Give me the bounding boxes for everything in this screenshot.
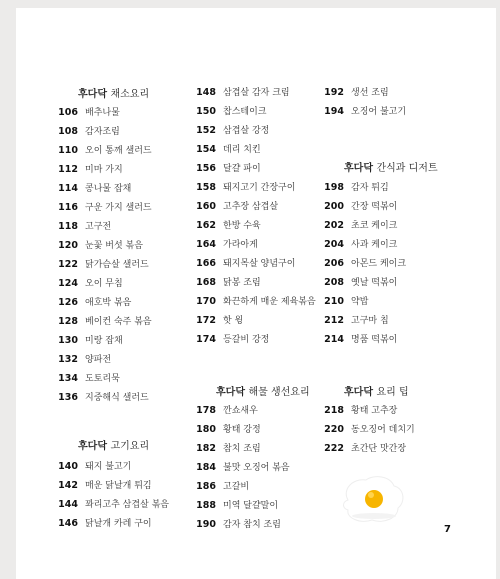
entry-title: 고구전 [85,222,112,232]
entry-title: 화끈하게 매운 제육볶음 [223,297,316,307]
toc-entry[interactable] [196,139,261,155]
entry-title: 달걀 파이 [223,164,261,174]
toc-entry[interactable] [324,177,389,193]
toc-entry[interactable] [324,329,397,345]
toc-entry[interactable] [196,457,290,473]
entry-page: 220 [324,424,344,435]
entry-title: 감자 튀김 [351,183,389,193]
entry-title: 미역 달걀말이 [223,501,279,511]
toc-entry[interactable] [196,215,261,231]
entry-page: 204 [324,239,344,250]
entry-page: 160 [196,201,216,212]
entry-page: 190 [196,519,216,530]
entry-title: 명품 떡볶이 [351,335,398,345]
toc-entry[interactable] [324,400,397,416]
toc-entry[interactable] [58,102,120,118]
entry-title: 참치 조림 [223,444,261,454]
toc-entry[interactable] [324,101,406,117]
entry-title: 닭봉 조림 [223,278,261,288]
entry-page: 210 [324,296,344,307]
entry-page: 128 [58,316,78,327]
toc-entry[interactable] [58,349,111,365]
toc-entry[interactable] [58,159,123,175]
entry-title: 생선 조림 [351,88,389,98]
entry-page: 156 [196,163,216,174]
entry-page: 188 [196,500,216,511]
toc-entry[interactable] [196,495,278,511]
entry-title: 도토리묵 [85,374,120,384]
entry-page: 132 [58,354,78,365]
entry-page: 158 [196,182,216,193]
section-title-name: 요리 팁 [376,387,409,398]
fried-egg-icon [340,474,406,524]
entry-title: 사과 케이크 [351,240,398,250]
entry-title: 오이 무침 [85,279,123,289]
toc-entry[interactable] [58,235,143,251]
toc-entry[interactable] [58,475,152,491]
page-number: 7 [444,524,451,535]
entry-title: 베이컨 숙주 볶음 [85,317,152,327]
entry-page: 206 [324,258,344,269]
entry-title: 눈꽃 버섯 볶음 [85,241,143,251]
entry-title: 닭가슴살 샐러드 [85,260,149,270]
entry-title: 돼지고기 간장구이 [223,183,296,193]
section-title-snacks [344,159,438,174]
entry-page: 166 [196,258,216,269]
entry-title: 닭날개 카레 구이 [85,519,152,529]
section-title-lead: 후다닥 [344,387,373,398]
entry-title: 삼겹살 감자 크림 [223,88,290,98]
toc-entry[interactable] [196,272,261,288]
entry-title: 한방 수육 [223,221,261,231]
entry-page: 150 [196,106,216,117]
entry-title: 감자 참치 조림 [223,520,281,530]
entry-title: 돼지목살 양념구이 [223,259,296,269]
entry-title: 오이 통깨 샐러드 [85,146,152,156]
toc-entry[interactable] [58,292,131,308]
entry-page: 148 [196,87,216,98]
entry-page: 202 [324,220,344,231]
egg-yolk-highlight [368,492,374,498]
toc-entry[interactable] [324,234,397,250]
toc-entry[interactable] [58,254,149,270]
entry-title: 가라아게 [223,240,258,250]
toc-entry[interactable] [324,253,406,269]
entry-page: 136 [58,392,78,403]
entry-title: 애호박 볶음 [85,298,132,308]
toc-entry[interactable] [196,101,266,117]
entry-page: 108 [58,126,78,137]
entry-title: 지중해식 샐러드 [85,393,149,403]
toc-entry[interactable] [324,272,397,288]
toc-entry[interactable] [58,121,120,137]
entry-page: 170 [196,296,216,307]
entry-page: 212 [324,315,344,326]
entry-page: 142 [58,480,78,491]
entry-title: 핫 윙 [223,316,244,326]
entry-page: 134 [58,373,78,384]
entry-title: 구운 가지 샐러드 [85,203,152,213]
toc-entry[interactable] [324,82,389,98]
entry-page: 122 [58,259,78,270]
entry-title: 황태 고추장 [351,406,398,416]
toc-entry[interactable] [324,196,397,212]
toc-entry[interactable] [196,310,243,326]
entry-page: 144 [58,499,78,510]
toc-entry[interactable] [58,273,123,289]
section-title-seafood [216,383,310,398]
entry-title: 데리 치킨 [223,145,261,155]
section-title-lead: 후다닥 [344,163,373,174]
entry-page: 186 [196,481,216,492]
toc-entry[interactable] [324,419,415,435]
section-title-name: 채소요리 [110,89,150,100]
toc-entry[interactable] [196,177,295,193]
entry-title: 꽈리고추 삼겹살 볶음 [85,500,169,510]
entry-page: 120 [58,240,78,251]
toc-entry[interactable] [58,197,152,213]
toc-entry[interactable] [196,329,269,345]
entry-title: 옛날 떡볶이 [351,278,398,288]
entry-title: 고구마 칩 [351,316,389,326]
entry-title: 아몬드 케이크 [351,259,407,269]
toc-entry[interactable] [58,216,111,232]
toc-entry[interactable] [196,476,249,492]
entry-page: 194 [324,106,344,117]
entry-page: 174 [196,334,216,345]
section-title-name: 고기요리 [110,441,150,452]
toc-entry[interactable] [324,215,397,231]
section-title-name: 간식과 디저트 [376,163,438,174]
entry-title: 콩나물 잡채 [85,184,132,194]
entry-page: 198 [324,182,344,193]
toc-entry[interactable] [324,310,389,326]
entry-title: 오징어 불고기 [351,107,407,117]
toc-entry[interactable] [58,368,120,384]
toc-entry[interactable] [58,140,152,156]
section-title-lead: 후다닥 [78,89,107,100]
toc-entry[interactable] [58,456,131,472]
entry-page: 184 [196,462,216,473]
entry-page: 140 [58,461,78,472]
entry-page: 214 [324,334,344,345]
entry-title: 삼겹살 강정 [223,126,270,136]
entry-title: 동오징어 데치기 [351,425,415,435]
section-title-tips [344,383,409,398]
entry-page: 112 [58,164,78,175]
page [16,8,496,579]
entry-title: 고갈비 [223,482,250,492]
entry-title: 깐쇼새우 [223,406,258,416]
toc-entry[interactable] [58,513,152,529]
entry-page: 124 [58,278,78,289]
toc-entry[interactable] [196,400,258,416]
entry-page: 116 [58,202,78,213]
entry-title: 양파전 [85,355,112,365]
egg-white-shadow [352,513,396,519]
entry-page: 152 [196,125,216,136]
entry-page: 146 [58,518,78,529]
entry-page: 208 [324,277,344,288]
entry-page: 200 [324,201,344,212]
entry-title: 황태 강정 [223,425,261,435]
entry-title: 초코 케이크 [351,221,398,231]
entry-page: 162 [196,220,216,231]
section-title-meat [78,437,149,452]
entry-title: 약밥 [351,297,369,307]
entry-page: 114 [58,183,78,194]
entry-page: 172 [196,315,216,326]
toc-entry[interactable] [58,387,149,403]
toc-entry[interactable] [196,196,278,212]
entry-page: 110 [58,145,78,156]
section-title-name: 해물 생선요리 [248,387,310,398]
toc-entry[interactable] [196,82,290,98]
toc-entry[interactable] [58,178,131,194]
toc-entry[interactable] [196,234,258,250]
entry-title: 감자조림 [85,127,120,137]
entry-page: 182 [196,443,216,454]
entry-title: 등갈비 강정 [223,335,270,345]
toc-entry[interactable] [196,438,261,454]
toc-entry[interactable] [196,514,281,530]
entry-page: 222 [324,443,344,454]
entry-page: 180 [196,424,216,435]
entry-title: 고추장 삼겹살 [223,202,279,212]
entry-page: 130 [58,335,78,346]
entry-title: 찹스테이크 [223,107,267,117]
entry-page: 178 [196,405,216,416]
toc-entry[interactable] [196,291,316,307]
entry-page: 154 [196,144,216,155]
toc-entry[interactable] [196,253,295,269]
toc-entry[interactable] [196,158,261,174]
entry-page: 218 [324,405,344,416]
entry-title: 미랑 잡채 [85,336,123,346]
entry-title: 초간단 맛간장 [351,444,407,454]
toc-entry[interactable] [324,438,406,454]
entry-title: 돼지 불고기 [85,462,132,472]
entry-page: 164 [196,239,216,250]
entry-title: 미마 가지 [85,165,123,175]
section-title-vegetables [78,85,149,100]
section-title-lead: 후다닥 [78,441,107,452]
entry-title: 불맛 오징어 볶음 [223,463,290,473]
entry-page: 192 [324,87,344,98]
entry-page: 118 [58,221,78,232]
toc-entry[interactable] [58,494,169,510]
egg-yolk [365,490,383,508]
entry-title: 매운 닭날개 튀김 [85,481,152,491]
entry-page: 168 [196,277,216,288]
entry-title: 배추나물 [85,108,120,118]
toc-entry[interactable] [196,120,269,136]
toc-entry[interactable] [58,311,152,327]
section-title-lead: 후다닥 [216,387,245,398]
entry-page: 106 [58,107,78,118]
toc-entry[interactable] [196,419,261,435]
entry-page: 126 [58,297,78,308]
entry-title: 간장 떡볶이 [351,202,398,212]
toc-entry[interactable] [324,291,368,307]
toc-entry[interactable] [58,330,123,346]
